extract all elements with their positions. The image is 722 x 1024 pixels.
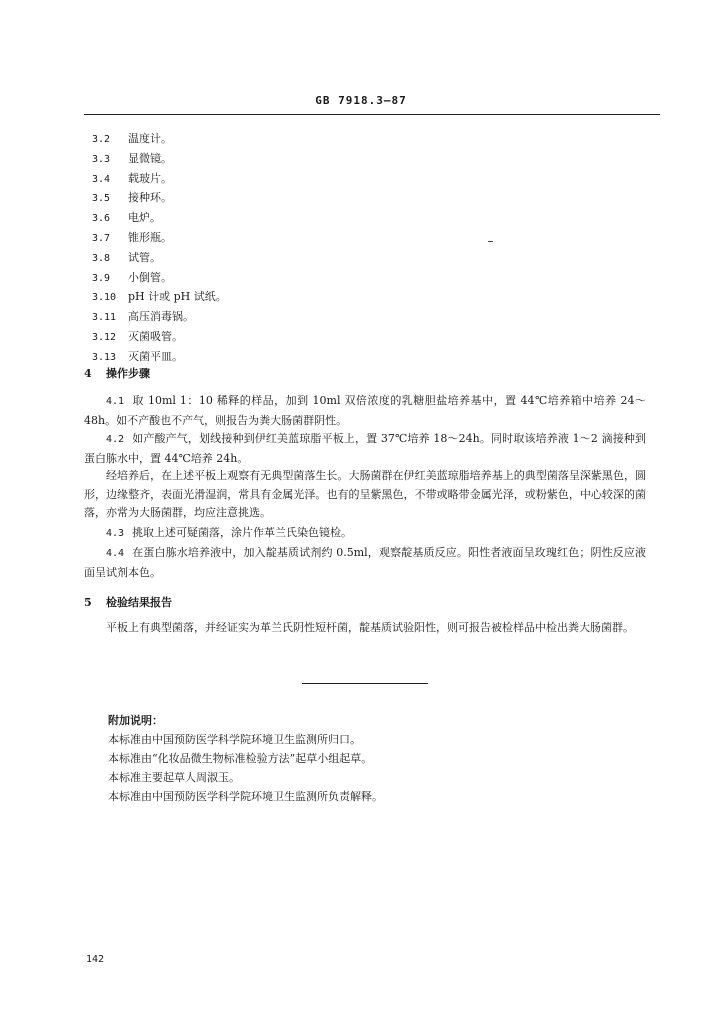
list-item: [92, 229, 227, 249]
paragraph-number: 4.1: [106, 396, 125, 407]
list-item: [92, 328, 227, 348]
list-item: [92, 150, 227, 170]
paragraph-text: 平板上有典型菌落，并经证实为革兰氏阴性短杆菌，靛基质试验阳性，则可报告被检样品中检出粪大肠菌群。: [106, 621, 634, 634]
item-number: 3.7: [92, 232, 111, 244]
paragraph-text: 取 10ml 1：10 稀释的样品，加到 10ml 双倍浓度的乳糖胆盐培养基中，置 44℃培养箱中培养 24～48h。如不产酸也不产气，则报告为粪大肠菌群阴性。: [84, 394, 646, 427]
item-number: 3.12: [92, 331, 117, 343]
list-item: [92, 308, 227, 328]
paragraph-text: 经培养后，在上述平板上观察有无典型菌落生长。大肠菌群在伊红美蓝琼脂培养基上的典型菌落呈深紫黑色，圆形，边缘整齐，表面光滑湿润，常具有金属光泽。也有的呈紫黑色，不带或略带金属光泽，或粉紫色，中心较深的菌落，亦常为大肠菌群，均应注意挑选。: [84, 469, 646, 519]
section-4-heading: [84, 365, 150, 381]
notes-line: 本标准主要起草人周淑玉。: [108, 771, 240, 784]
paragraph-text: 挑取上述可疑菌落，涂片作革兰氏染色镜检。: [132, 526, 353, 539]
item-label: 小倒管。: [128, 270, 172, 284]
item-number: 3.5: [92, 193, 111, 205]
item-label: 电炉。: [128, 211, 161, 225]
item-number: 3.2: [92, 134, 111, 145]
list-item: [92, 209, 227, 229]
paragraph-4-2-observation: [84, 467, 646, 523]
item-label: pH 计或 pH 试纸。: [128, 290, 227, 304]
paragraph-number: 4.3: [106, 528, 125, 539]
item-number: 3.13: [92, 351, 117, 363]
list-item: [92, 269, 227, 289]
equipment-list: [92, 130, 227, 368]
paragraph-text: 在蛋白胨水培养液中，加入靛基质试剂约 0.5ml，观察靛基质反应。阳性者液面呈玫瑰红色；阴性反应液面呈试剂本色。: [84, 546, 646, 579]
paragraph-4-3: [84, 524, 646, 544]
notes-title: 附加说明：: [108, 714, 163, 727]
item-label: 载玻片。: [128, 171, 172, 185]
section-number: 5: [84, 596, 92, 609]
item-label: 灭菌平皿。: [128, 349, 183, 363]
item-label: 灭菌吸管。: [128, 329, 183, 343]
end-rule: [302, 683, 428, 684]
item-number: 3.3: [92, 153, 111, 165]
section-5-heading: [84, 594, 172, 610]
item-label: 锥形瓶。: [128, 230, 172, 244]
item-number: 3.4: [92, 173, 111, 185]
scan-speck: [488, 241, 493, 242]
list-item: [92, 130, 227, 150]
list-item: [92, 170, 227, 190]
list-item: [92, 288, 227, 308]
paragraph-4-1: [84, 392, 646, 430]
section-title: 操作步骤: [106, 367, 150, 380]
item-label: 接种环。: [128, 191, 172, 205]
paragraph-number: 4.4: [106, 548, 125, 559]
notes-line: 本标准由中国预防医学科学院环境卫生监测所归口。: [108, 733, 361, 746]
item-label: 试管。: [128, 250, 161, 264]
item-number: 3.11: [92, 312, 117, 324]
header-rule: [84, 114, 660, 115]
notes-line: 本标准由“化妆品微生物标准检验方法”起草小组起草。: [108, 752, 373, 765]
document-header-code: GB 7918.3—87: [315, 94, 407, 107]
list-item: [92, 189, 227, 209]
paragraph-number: 4.2: [106, 434, 125, 445]
item-label: 高压消毒锅。: [128, 310, 194, 324]
section-title: 检验结果报告: [106, 596, 172, 609]
item-number: 3.6: [92, 213, 111, 225]
paragraph-4-2: [84, 430, 646, 468]
notes-line: 本标准由中国预防医学科学院环境卫生监测所负责解释。: [108, 790, 383, 803]
item-number: 3.8: [92, 252, 111, 264]
list-item: [92, 249, 227, 269]
item-number: 3.10: [92, 292, 117, 304]
additional-notes: [108, 711, 383, 806]
paragraph-text: 如产酸产气，划线接种到伊红美蓝琼脂平板上，置 37℃培养 18～24h。同时取该培养液 1～2 滴接种到蛋白胨水中，置 44℃培养 24h。: [84, 432, 646, 465]
section-number: 4: [84, 367, 92, 380]
paragraph-4-4: [84, 544, 646, 582]
paragraph-5: [84, 619, 646, 638]
item-label: 显微镜。: [128, 151, 172, 165]
item-number: 3.9: [92, 272, 111, 284]
item-label: 温度计。: [128, 132, 172, 145]
page-number: 142: [86, 954, 105, 965]
